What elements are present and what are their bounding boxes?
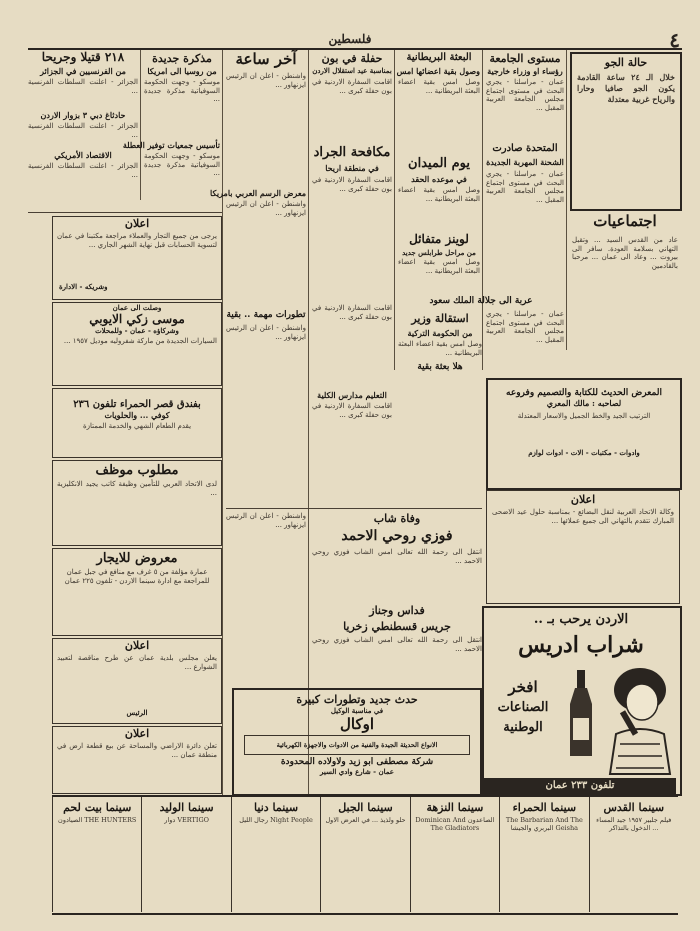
drink-headline: الاردن يرحب بـ .. bbox=[533, 612, 629, 627]
ad-body: يقدم الطعام الشهي والخدمة الممتازة bbox=[82, 422, 192, 430]
ad-title: حدث جديد وتطورات كبيرة bbox=[296, 693, 418, 706]
cinema-ad bbox=[231, 797, 320, 912]
cinema-ad bbox=[320, 797, 409, 912]
ad-body: لدى الاتحاد العربي للتأمين وظيفة كاتب يجيد الانكليزية ... bbox=[57, 480, 217, 497]
page-number: ٤ bbox=[669, 28, 680, 52]
col2-body-2: عمان - مراسلنا - يجري البحث في مستوى اجتماع مجلس الجامعة العربية المقبل ... bbox=[486, 170, 564, 204]
obituary-title: وفاة شاب bbox=[373, 512, 421, 525]
ad-body: تعلن دائرة الاراضي والمساحة عن بيع قطعة ارض في منطقة عمان ... bbox=[57, 742, 217, 759]
cinema-ad bbox=[52, 797, 141, 912]
col4-subtitle: بمناسبة عيد استقلال الاردن bbox=[312, 66, 392, 75]
ad-title: مطلوب موظف bbox=[95, 463, 179, 478]
masthead-title: فلسطين bbox=[328, 32, 372, 46]
cinema-ad bbox=[589, 797, 678, 912]
col5-body-3: واشنطن - اعلن ان الرئيس ايزنهاور ... bbox=[226, 324, 306, 341]
drink-slogan-1: افخر bbox=[508, 678, 538, 696]
col3-body-2: وصل امس بقية اعضاء البعثة البريطانية ... bbox=[398, 186, 480, 203]
ad-top: وصلت الى عمان bbox=[112, 303, 162, 312]
ad-okal bbox=[232, 688, 482, 796]
col3-headline-2: يوم الميدان bbox=[408, 156, 470, 171]
ad-title: معروض للايجار bbox=[96, 551, 178, 566]
col7-title: ٢١٨ قتيلا وجريحا bbox=[41, 50, 125, 64]
social-section-title: اجتماعيات bbox=[593, 212, 657, 230]
ad-body-box bbox=[244, 735, 470, 755]
ad-announcement-2 bbox=[52, 638, 222, 724]
col4-body-4: اقامت السفارة الاردنية في بون حفلة كبرى ... bbox=[312, 402, 392, 419]
col4-headline-3: تطورات مهمة .. بقية bbox=[226, 310, 306, 320]
col2-body: عمان - مراسلنا - يجري البحث في مستوى اجتماع مجلس الجامعة العربية المقبل ... bbox=[486, 78, 564, 112]
cinema-body: The Barbarian And The Geisha البربري والجيشا bbox=[505, 816, 583, 832]
column-rule bbox=[308, 50, 309, 795]
ad-announcement-1 bbox=[52, 216, 222, 300]
mass-title: فداس وجناز bbox=[369, 604, 425, 617]
col2-headline: المتحدة صادرت bbox=[492, 143, 558, 154]
ad-hotel bbox=[52, 388, 222, 458]
col3-subtitle: وصول بقية اعضائها امس bbox=[396, 66, 480, 76]
col2-title: مستوى الجامعة bbox=[489, 52, 561, 65]
col6-headline-2: تأسيس جمعيات توفير العطلة bbox=[122, 140, 220, 150]
col5-body: واشنطن - اعلن ان الرئيس ايزنهاور ... bbox=[226, 72, 306, 89]
column-rule bbox=[140, 50, 141, 200]
ad-title: اعلان bbox=[570, 493, 596, 506]
weather-body: خلال الـ ٢٤ ساعة القادمة يكون الجو صافيا وحارا والرياح غربية معتدلة bbox=[577, 72, 675, 104]
col6-body: موسكو - وجهت الحكومة السوفياتية مذكرة جديدة ... bbox=[144, 78, 220, 103]
col3-title: البعثة البريطانية bbox=[406, 52, 472, 63]
ad-title: اعلان bbox=[124, 727, 150, 740]
ad-car-dealer bbox=[52, 302, 222, 386]
cinema-title: سينما الحمراء bbox=[512, 801, 577, 814]
col7-headline-2: حادثاغ دبي ٣ بزوار الاردن bbox=[40, 110, 126, 120]
col4-headline-2: مكافحة الجراد bbox=[313, 145, 391, 160]
drink-phone-bar: تلفون ٢٣٣ عمان bbox=[484, 778, 676, 794]
divider bbox=[28, 212, 222, 213]
column-rule bbox=[482, 50, 483, 370]
col3-headline-2-sub: في موعده الحقد bbox=[411, 174, 467, 184]
mass-name: جريس قسطنطي زخريا bbox=[343, 620, 451, 633]
col6-title: مذكرة جديدة bbox=[152, 52, 212, 65]
column-rule bbox=[566, 50, 567, 350]
col2-headline-sub: الشحنة المهربة الجديدة bbox=[486, 157, 564, 167]
cinema-body: الصاعدون Dominican And The Gladiators bbox=[415, 816, 495, 832]
col7-body-3: الجزائر - اعلنت السلطات الفرنسية ... bbox=[28, 162, 138, 179]
ad-title: المعرض الحديث للكتابة والتصميم وفروعه bbox=[506, 388, 662, 398]
cinema-strip-rule bbox=[52, 913, 678, 915]
ad-body: السيارات الجديدة من ماركة شفروليه موديل ١٩٥٧ ... bbox=[63, 337, 217, 345]
col2-headline-3: عربة الى جلالة الملك سعود bbox=[429, 296, 533, 306]
col6-body-2: موسكو - وجهت الحكومة السوفياتية مذكرة جديدة ... bbox=[144, 152, 220, 177]
col4-headline-4: التعليم مدارس الكلية bbox=[317, 390, 387, 400]
cinema-ad bbox=[141, 797, 230, 912]
col4-headline-2-sub: في منطقة اريحا bbox=[325, 163, 379, 173]
col2-subtitle: رؤساء او وزراء خارجية bbox=[487, 66, 563, 76]
cinema-ad bbox=[410, 797, 499, 912]
ad-address: عمان - شارع وادي السير bbox=[320, 767, 394, 776]
weather-box bbox=[570, 52, 682, 211]
drink-brand: شراب ادريس bbox=[518, 632, 644, 658]
col4-title: حفلة في بون bbox=[321, 52, 383, 65]
ad-drink bbox=[482, 606, 682, 796]
ad-sub: كوفي ... والحلويات bbox=[104, 410, 170, 420]
col3-headline-5: هلا بعثة بقية bbox=[417, 362, 463, 372]
col5-body-2: واشنطن - اعلن ان الرئيس ايزنهاور ... bbox=[226, 200, 306, 217]
ad-for-rent bbox=[52, 548, 222, 636]
col3-body-4: وصل امس بقية اعضاء البعثة البريطانية ... bbox=[398, 340, 482, 357]
ad-body: يرجى من جميع التجار والعملاء مراجعة مكتبنا في عمان لتسوية الحسابات قبل نهاية الشهر الجاري ... bbox=[57, 232, 217, 249]
col3-headline-4: استقالة وزير bbox=[411, 312, 469, 325]
cinema-body: THE HUNTERS الصيادون bbox=[58, 816, 137, 824]
col7-subtitle: من الفرنسيين في الجزائر bbox=[40, 66, 126, 76]
cinema-title: سينما دنيا bbox=[254, 801, 299, 814]
column-rule bbox=[222, 50, 223, 795]
ad-title: اعلان bbox=[124, 217, 150, 230]
cinema-body: Night People رجال الليل bbox=[239, 816, 313, 824]
cinema-body: حلو ولذيذ ... في العرض الاول bbox=[325, 816, 406, 824]
col3-headline-3: لوينز متفائل bbox=[409, 232, 469, 246]
ad-sign: وشريكه - الادارة bbox=[59, 282, 108, 291]
col3-body: وصل امس بقية اعضاء البعثة البريطانية ... bbox=[398, 78, 480, 95]
ad-sign: الرئيس bbox=[126, 708, 148, 717]
col3-headline-3-sub: من مراحل طرابلس جديد bbox=[402, 248, 476, 257]
col7-body-2: الجزائر - اعلنت السلطات الفرنسية ... bbox=[28, 122, 138, 139]
social-section-body: عاد من القدس السيد ... وتقبل التهاني بسلامة العودة. سافر الى بيروت ... وعاد الى عمان ... مرحبا بالقادمين bbox=[572, 236, 678, 270]
col4-body-2: اقامت السفارة الاردنية في بون حفلة كبرى ... bbox=[312, 176, 392, 193]
col2-body-3: عمان - مراسلنا - يجري البحث في مستوى اجتماع مجلس الجامعة العربية المقبل ... bbox=[486, 310, 564, 344]
ad-job bbox=[52, 460, 222, 546]
col6-subtitle: من روسيا الى امريكا bbox=[147, 66, 217, 76]
col4-body: اقامت السفارة الاردنية في بون حفلة كبرى ... bbox=[312, 78, 392, 95]
cinema-ad bbox=[499, 797, 588, 912]
ad-company: شركة مصطفى ابو زيد ولاولاده المحدودة bbox=[280, 757, 434, 767]
ad-bookshop bbox=[486, 378, 682, 490]
obituary-name: فوزي روحي الاحمد bbox=[341, 528, 453, 544]
drink-slogan-2: الصناعات bbox=[497, 700, 549, 715]
ad-body: عمارة مؤلفة من ٥ غرف مع منافع في جبل عمان للمراجعة مع ادارة سينما الاردن - تلفون ٢٢٥ عمان bbox=[64, 568, 210, 585]
col5-body-lower: واشنطن - اعلن ان الرئيس ايزنهاور ... bbox=[226, 512, 306, 529]
column-rule bbox=[394, 50, 395, 370]
col5-title: آخر ساعة bbox=[235, 50, 297, 68]
cinema-title: سينما الجبل bbox=[338, 801, 393, 814]
col5-headline-2: معرض الرسم العربي بامريكا bbox=[210, 188, 306, 198]
col7-body: الجزائر - اعلنت السلطات الفرنسية ... bbox=[28, 78, 138, 95]
ad-title: اعلان bbox=[124, 639, 150, 652]
cinema-title: سينما النزهة bbox=[426, 801, 484, 814]
woman-drinking-icon bbox=[600, 664, 676, 774]
ad-title: موسى زكي الايوبي bbox=[89, 312, 185, 326]
ad-body: وكالة الاتحاد العربية لنقل البضائع - بمناسبة حلول عيد الاضحى المبارك تتقدم بالتهاني الى جميع عملائها ... bbox=[492, 508, 674, 525]
ad-body: الترتيب الجيد والخط الجميل والاسعار المعتدلة bbox=[517, 412, 651, 420]
ad-transport bbox=[486, 490, 680, 604]
ad-title: بفندق قصر الحمراء تلفون ٢٣٦ bbox=[73, 399, 201, 410]
cinema-title: سينما الوليد bbox=[159, 801, 214, 814]
ad-sub: في مناسبة الوكيل bbox=[330, 706, 384, 715]
col7-headline-3: الاقتصاد الأمريكي bbox=[54, 150, 112, 160]
bottle-icon bbox=[566, 670, 596, 760]
divider bbox=[226, 508, 482, 509]
ad-sub: وادوات - مكتبات - الات - ادوات لوازم bbox=[528, 448, 640, 457]
col3-headline-4-sub: من الحكومة التركية bbox=[407, 328, 473, 338]
ad-owner: لصاحبه : مالك المعري bbox=[546, 398, 622, 408]
col3-body-3: وصل امس بقية اعضاء البعثة البريطانية ... bbox=[398, 258, 480, 275]
ad-brand: اوكال bbox=[339, 715, 375, 733]
cinema-title: سينما بيت لحم bbox=[63, 801, 132, 814]
ad-body: الانواع الحديثة الجيدة والفنية من الادوات والاجهزة الكهربائية bbox=[276, 741, 438, 749]
ad-announcement-3 bbox=[52, 726, 222, 794]
weather-title: حالة الجو bbox=[604, 56, 648, 69]
ad-sub: وشركاؤه - عمان - وللمحلات bbox=[95, 326, 179, 335]
cinema-body: فيلم جلبير ١٩٥٧ جيد المساء ... الدخول بالتذاكر bbox=[596, 816, 672, 832]
col4-body-3: اقامت السفارة الاردنية في بون حفلة كبرى ... bbox=[312, 304, 392, 321]
cinema-body: VERTIGO دوار bbox=[164, 816, 209, 824]
cinema-title: سينما القدس bbox=[603, 801, 665, 814]
drink-slogan-3: الوطنية bbox=[503, 720, 543, 735]
ad-body: يعلن مجلس بلدية عمان عن طرح مناقصة لتعبيد الشوارع ... bbox=[57, 654, 217, 671]
mass-body: انتقل الى رحمة الله تعالى امس الشاب فوزي روحي الاحمد ... bbox=[312, 636, 482, 653]
obituary-body: انتقل الى رحمة الله تعالى امس الشاب فوزي روحي الاحمد ... bbox=[312, 548, 482, 565]
